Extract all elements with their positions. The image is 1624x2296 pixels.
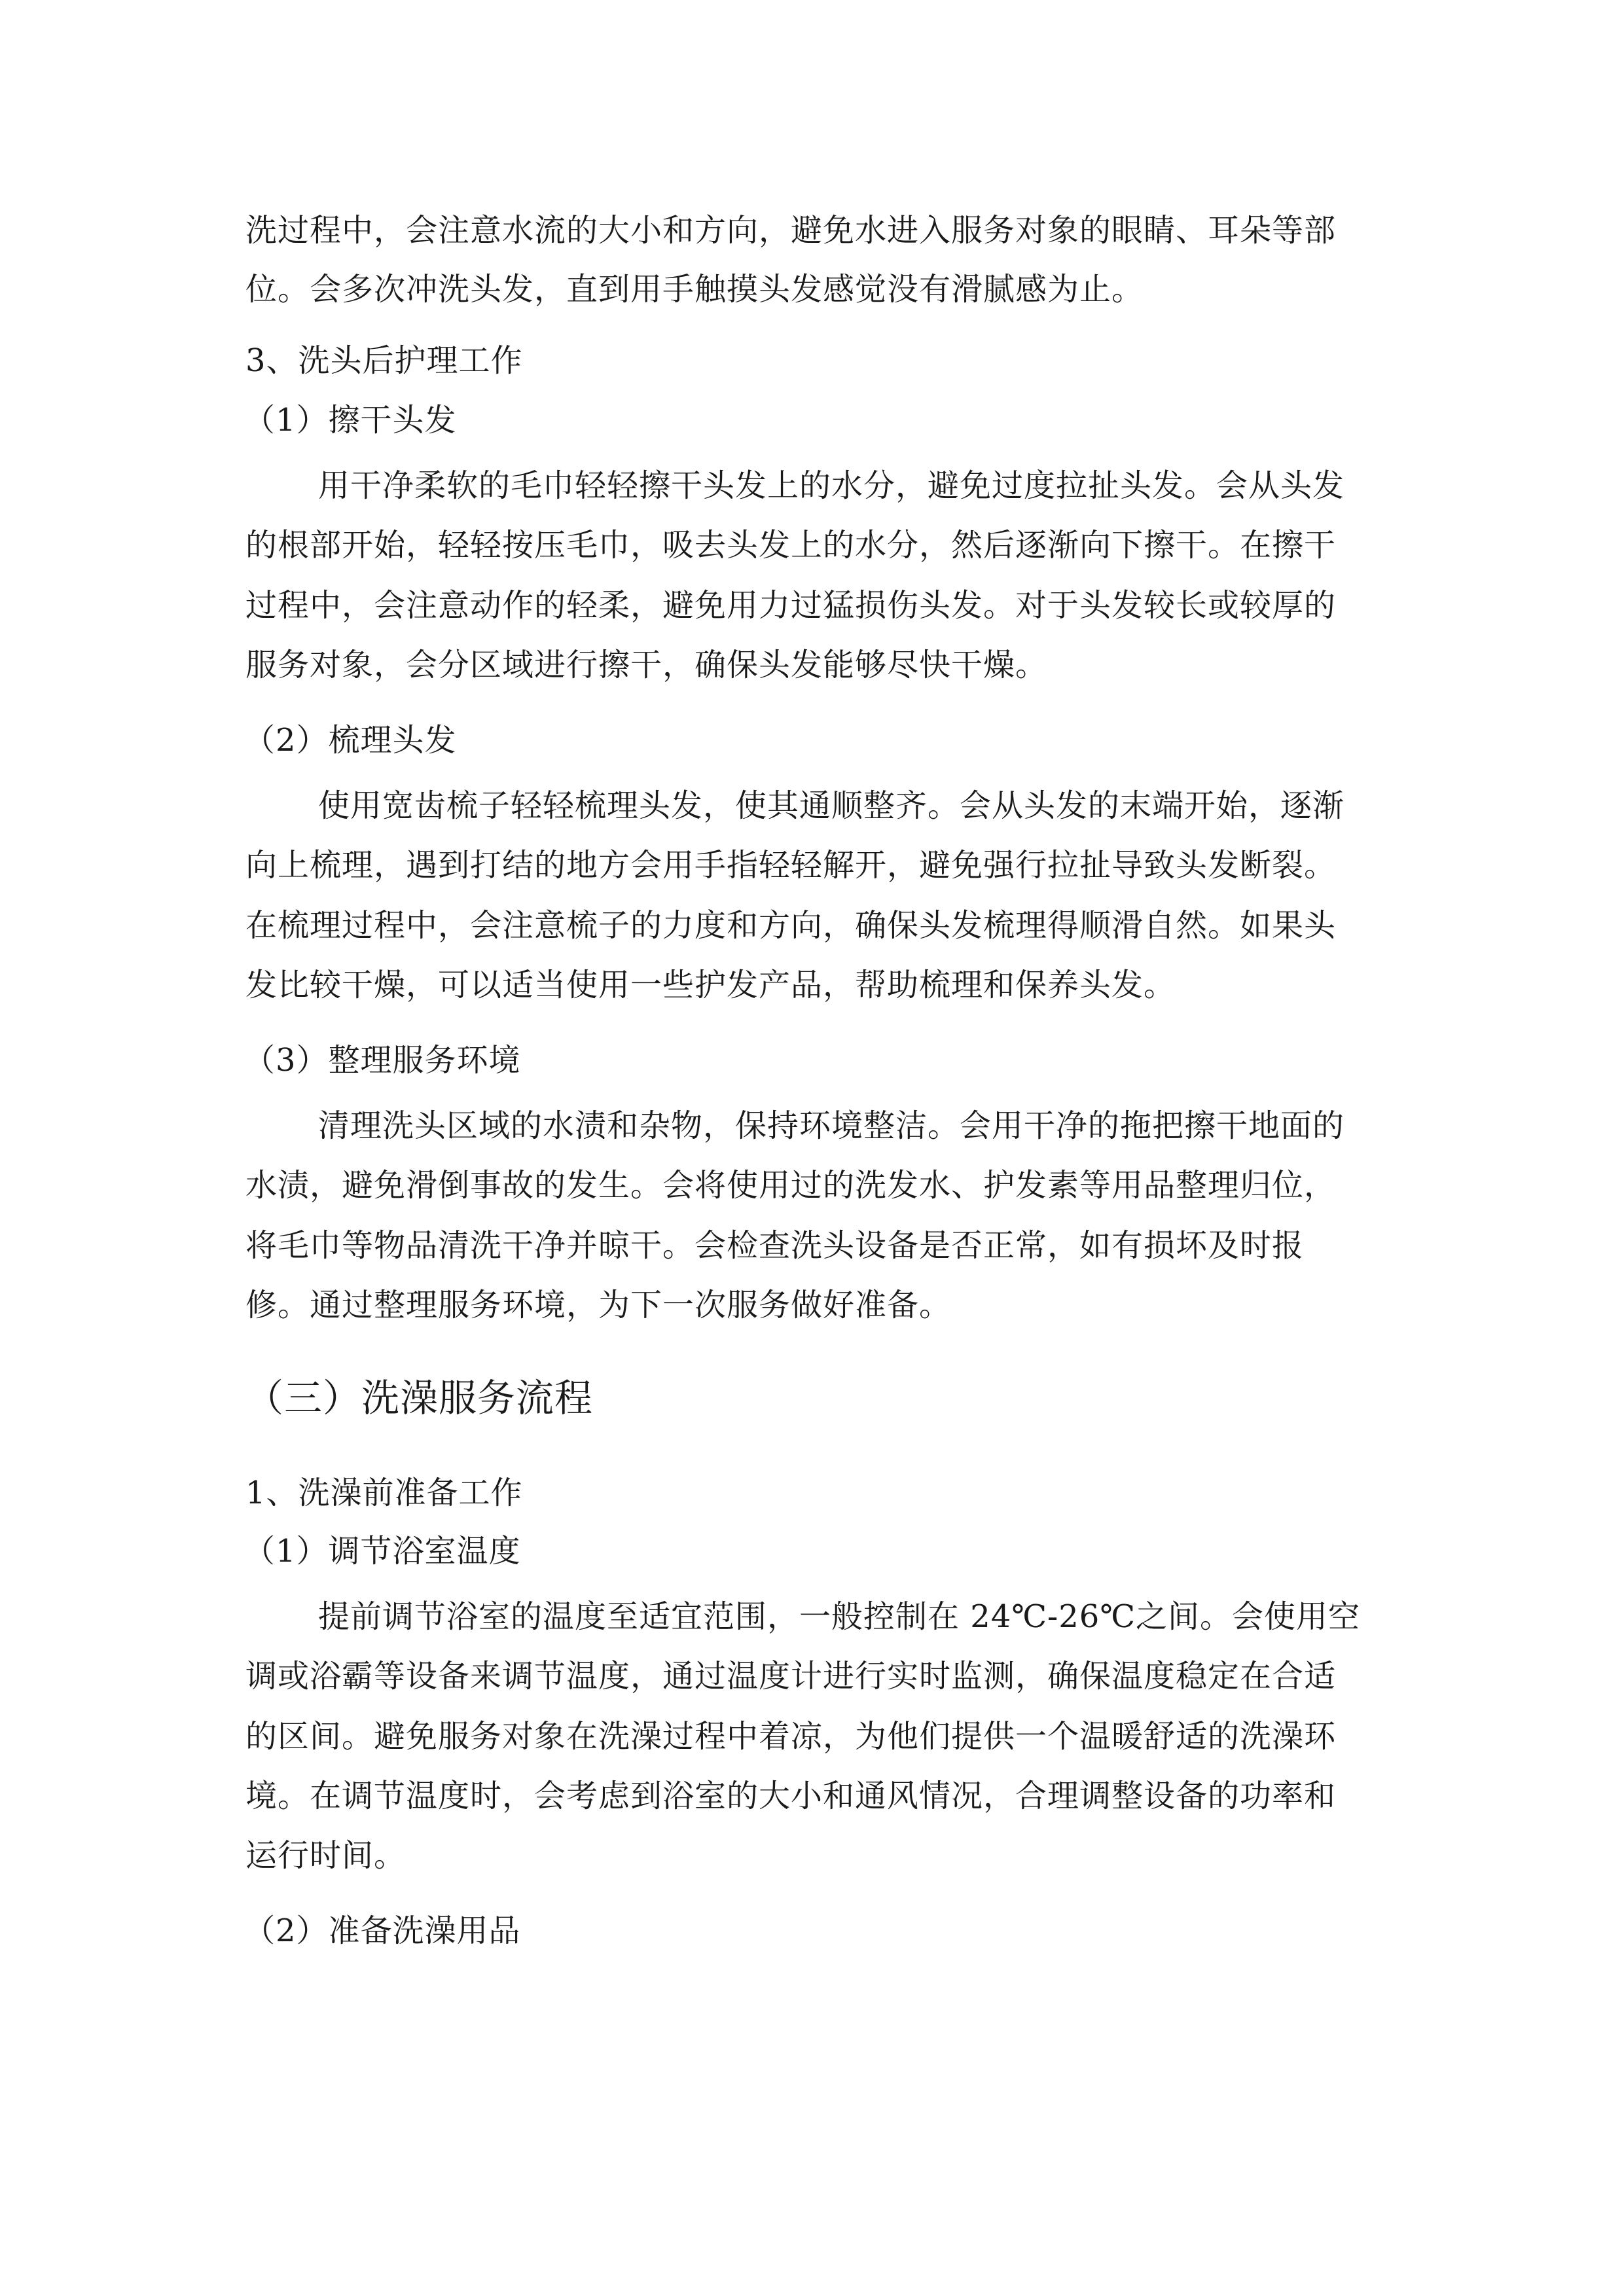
paragraph-line: 向上梳理，遇到打结的地方会用手指轻轻解开，避免强行拉扯导致头发断裂。 [245,847,1337,884]
paragraph-line: 服务对象，会分区域进行擦干，确保头发能够尽快干燥。 [245,647,1048,683]
paragraph-line: 修。通过整理服务环境，为下一次服务做好准备。 [245,1287,952,1323]
section-heading: （三）洗澡服务流程 [245,1376,594,1420]
paragraph-line: 的根部开始，轻轻按压毛巾，吸去头发上的水分，然后逐渐向下擦干。在擦干 [245,527,1337,564]
item-heading: （2）准备洗澡用品 [244,1912,521,1949]
paragraph-line: 调或浴霸等设备来调节温度，通过温度计进行实时监测，确保温度稳定在合适 [245,1658,1337,1695]
paragraph-line: 提前调节浴室的温度至适宜范围，一般控制在 24℃-26℃之间。会使用空 [318,1598,1361,1635]
paragraph-line: 将毛巾等物品清洗干净并晾干。会检查洗头设备是否正常，如有损坏及时报 [245,1227,1305,1264]
paragraph-line: 洗过程中，会注意水流的大小和方向，避免水进入服务对象的眼睛、耳朵等部 [245,212,1337,249]
subsection-heading: 1、洗澡前准备工作 [245,1475,523,1511]
item-heading: （3）整理服务环境 [244,1042,521,1079]
paragraph-line: 清理洗头区域的水渍和杂物，保持环境整洁。会用干净的拖把擦干地面的 [318,1107,1345,1144]
item-heading: （1）调节浴室温度 [244,1533,521,1570]
paragraph-line: 发比较干燥，可以适当使用一些护发产品，帮助梳理和保养头发。 [245,967,1176,1003]
paragraph-line: 使用宽齿梳子轻轻梳理头发，使其通顺整齐。会从头发的末端开始，逐渐 [318,787,1345,824]
paragraph-line: 在梳理过程中，会注意梳子的力度和方向，确保头发梳理得顺滑自然。如果头 [245,907,1337,944]
paragraph-line: 水渍，避免滑倒事故的发生。会将使用过的洗发水、护发素等用品整理归位， [245,1167,1337,1204]
paragraph-line: 用干净柔软的毛巾轻轻擦干头发上的水分，避免过度拉扯头发。会从头发 [318,467,1345,504]
item-heading: （2）梳理头发 [244,722,457,759]
paragraph-line: 境。在调节温度时，会考虑到浴室的大小和通风情况，合理调整设备的功率和 [245,1778,1337,1814]
paragraph-line: 过程中，会注意动作的轻柔，避免用力过猛损伤头发。对于头发较长或较厚的 [245,587,1337,624]
paragraph-line: 的区间。避免服务对象在洗澡过程中着凉，为他们提供一个温暖舒适的洗澡环 [245,1718,1337,1755]
paragraph-line: 运行时间。 [245,1837,406,1874]
subsection-heading: 3、洗头后护理工作 [245,342,523,379]
item-heading: （1）擦干头发 [244,402,457,439]
paragraph-line: 位。会多次冲洗头发，直到用手触摸头发感觉没有滑腻感为止。 [245,271,1144,308]
